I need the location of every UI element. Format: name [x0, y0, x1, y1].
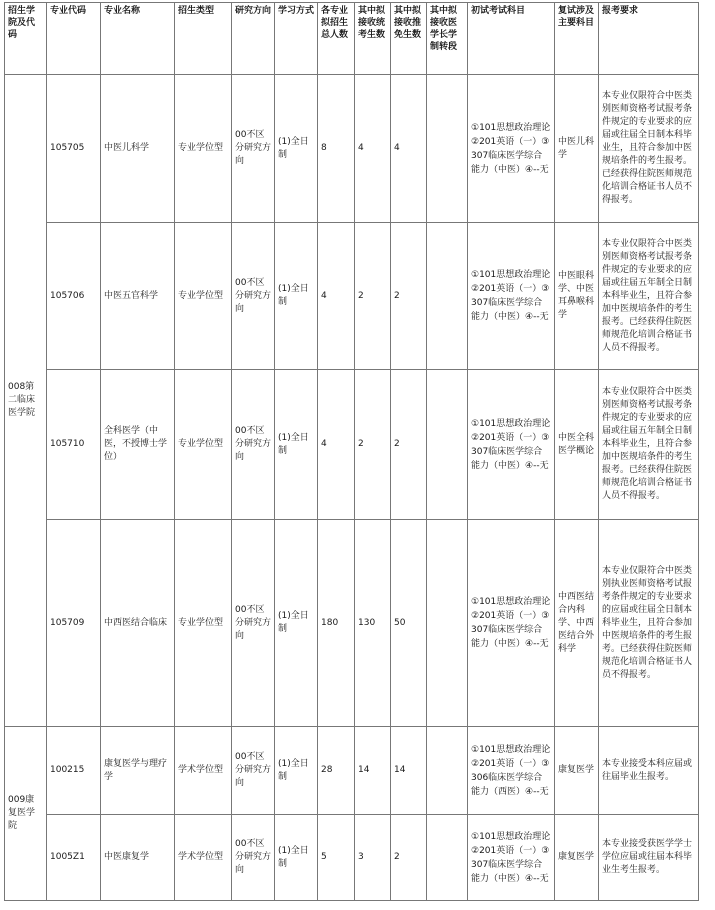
- cell-total: 180: [318, 520, 355, 727]
- cell-type: 专业学位型: [175, 520, 232, 727]
- cell-name: 中医康复学: [101, 815, 175, 901]
- cell-direction: 00不区分研究方向: [232, 727, 275, 815]
- cell-total: 28: [318, 727, 355, 815]
- cell-total: 5: [318, 815, 355, 901]
- cell-mode: (1)全日制: [275, 727, 318, 815]
- cell-code: 1005Z1: [47, 815, 101, 901]
- header-name: 专业名称: [101, 3, 175, 75]
- header-type: 招生类型: [175, 3, 232, 75]
- cell-subjects: ①101思想政治理论②201英语（一）③307临床医学综合能力（中医）④--无: [468, 815, 555, 901]
- header-direction: 研究方向: [232, 3, 275, 75]
- cell-direction: 00不区分研究方向: [232, 815, 275, 901]
- cell-name: 中医儿科学: [101, 75, 175, 223]
- cell-retest: 中西医结合内科学、中西医结合外科学: [555, 520, 599, 727]
- cell-code: 105710: [47, 370, 101, 520]
- header-exam-count: 其中拟接收统考生数: [355, 3, 391, 75]
- cell-mode: (1)全日制: [275, 520, 318, 727]
- cell-requirements: 本专业仅限符合中医类别医师资格考试报考条件规定的专业要求的应届或往届五年制全日制本科毕业生，且符合参加中医规培条件的考生报考。已经获得住院医师规范化培训合格证书人员不得报考。: [599, 370, 699, 520]
- cell-type: 专业学位型: [175, 370, 232, 520]
- college-cell-008: 008第二临床医学院: [5, 75, 47, 727]
- cell-requirements: 本专业仅限符合中医类别医师资格考试报考条件规定的专业要求的应届或往届五年制全日制本科毕业生，且符合参加中医规培条件的考生报考。已经获得住院医师规范化培训合格证书人员不得报考。: [599, 223, 699, 370]
- cell-mode: (1)全日制: [275, 370, 318, 520]
- cell-type: 学术学位型: [175, 727, 232, 815]
- cell-code: 105709: [47, 520, 101, 727]
- cell-code: 105705: [47, 75, 101, 223]
- table-row: [5, 815, 699, 901]
- cell-exempt-count: 4: [391, 75, 427, 223]
- cell-subjects: ①101思想政治理论②201英语（一）③307临床医学综合能力（中医）④--无: [468, 223, 555, 370]
- cell-exam-count: 3: [355, 815, 391, 901]
- cell-subjects: ①101思想政治理论②201英语（一）③307临床医学综合能力（中医）④--无: [468, 520, 555, 727]
- table-row: [5, 75, 699, 223]
- cell-special: [427, 520, 468, 727]
- header-college: 招生学院及代码: [5, 3, 47, 75]
- admissions-table: [4, 2, 699, 901]
- cell-exempt-count: 14: [391, 727, 427, 815]
- header-exempt-count: 其中拟接收推免生数: [391, 3, 427, 75]
- header-total: 各专业拟招生总人数: [318, 3, 355, 75]
- cell-retest: 康复医学: [555, 815, 599, 901]
- header-requirements: 报考要求: [599, 3, 699, 75]
- cell-retest: 中医儿科学: [555, 75, 599, 223]
- cell-exempt-count: 2: [391, 815, 427, 901]
- cell-subjects: ①101思想政治理论②201英语（一）③307临床医学综合能力（中医）④--无: [468, 370, 555, 520]
- cell-special: [427, 370, 468, 520]
- table-row: [5, 223, 699, 370]
- cell-name: 中西医结合临床: [101, 520, 175, 727]
- header-retest: 复试涉及主要科目: [555, 3, 599, 75]
- cell-exempt-count: 2: [391, 223, 427, 370]
- cell-mode: (1)全日制: [275, 75, 318, 223]
- cell-name: 康复医学与理疗学: [101, 727, 175, 815]
- cell-requirements: 本专业仅限符合中医类别执业医师资格考试报考条件规定的专业要求的应届或往届全日制本科毕业生，且符合参加中医规培条件的考生报考。已经获得住院医师规范化培训合格证书人员不得报考。: [599, 520, 699, 727]
- cell-exam-count: 2: [355, 370, 391, 520]
- cell-retest: 康复医学: [555, 727, 599, 815]
- cell-type: 学术学位型: [175, 815, 232, 901]
- cell-subjects: ①101思想政治理论②201英语（一）③306临床医学综合能力（西医）④--无: [468, 727, 555, 815]
- cell-type: 专业学位型: [175, 223, 232, 370]
- header-mode: 学习方式: [275, 3, 318, 75]
- cell-subjects: ①101思想政治理论②201英语（一）③307临床医学综合能力（中医）④--无: [468, 75, 555, 223]
- cell-code: 100215: [47, 727, 101, 815]
- cell-exempt-count: 2: [391, 370, 427, 520]
- cell-special: [427, 815, 468, 901]
- cell-total: 4: [318, 223, 355, 370]
- college-cell-009: 009康复医学院: [5, 727, 47, 901]
- cell-retest: 中医眼科学、中医耳鼻喉科学: [555, 223, 599, 370]
- cell-retest: 中医全科医学概论: [555, 370, 599, 520]
- cell-code: 105706: [47, 223, 101, 370]
- cell-exam-count: 4: [355, 75, 391, 223]
- cell-requirements: 本专业接受本科应届或往届毕业生报考。: [599, 727, 699, 815]
- cell-special: [427, 727, 468, 815]
- cell-special: [427, 223, 468, 370]
- header-code: 专业代码: [47, 3, 101, 75]
- cell-total: 8: [318, 75, 355, 223]
- table-row: [5, 520, 699, 727]
- cell-exempt-count: 50: [391, 520, 427, 727]
- header-special: 其中拟接收医学长学制转段: [427, 3, 468, 75]
- cell-total: 4: [318, 370, 355, 520]
- cell-direction: 00不区分研究方向: [232, 370, 275, 520]
- header-subjects: 初试考试科目: [468, 3, 555, 75]
- cell-type: 专业学位型: [175, 75, 232, 223]
- cell-requirements: 本专业接受获医学学士学位应届或往届本科毕业生考生报考。: [599, 815, 699, 901]
- table-row: [5, 727, 699, 815]
- header-row: [5, 3, 699, 75]
- cell-direction: 00不区分研究方向: [232, 520, 275, 727]
- cell-mode: (1)全日制: [275, 223, 318, 370]
- cell-direction: 00不区分研究方向: [232, 75, 275, 223]
- cell-exam-count: 130: [355, 520, 391, 727]
- cell-direction: 00不区分研究方向: [232, 223, 275, 370]
- table-row: [5, 370, 699, 520]
- cell-name: 中医五官科学: [101, 223, 175, 370]
- cell-exam-count: 2: [355, 223, 391, 370]
- cell-requirements: 本专业仅限符合中医类别医师资格考试报考条件规定的专业要求的应届或往届全日制本科毕业生，且符合参加中医规培条件的考生报考。已经获得住院医师规范化培训合格证书人员不得报考。: [599, 75, 699, 223]
- cell-mode: (1)全日制: [275, 815, 318, 901]
- cell-exam-count: 14: [355, 727, 391, 815]
- cell-name: 全科医学（中医，不授博士学位）: [101, 370, 175, 520]
- cell-special: [427, 75, 468, 223]
